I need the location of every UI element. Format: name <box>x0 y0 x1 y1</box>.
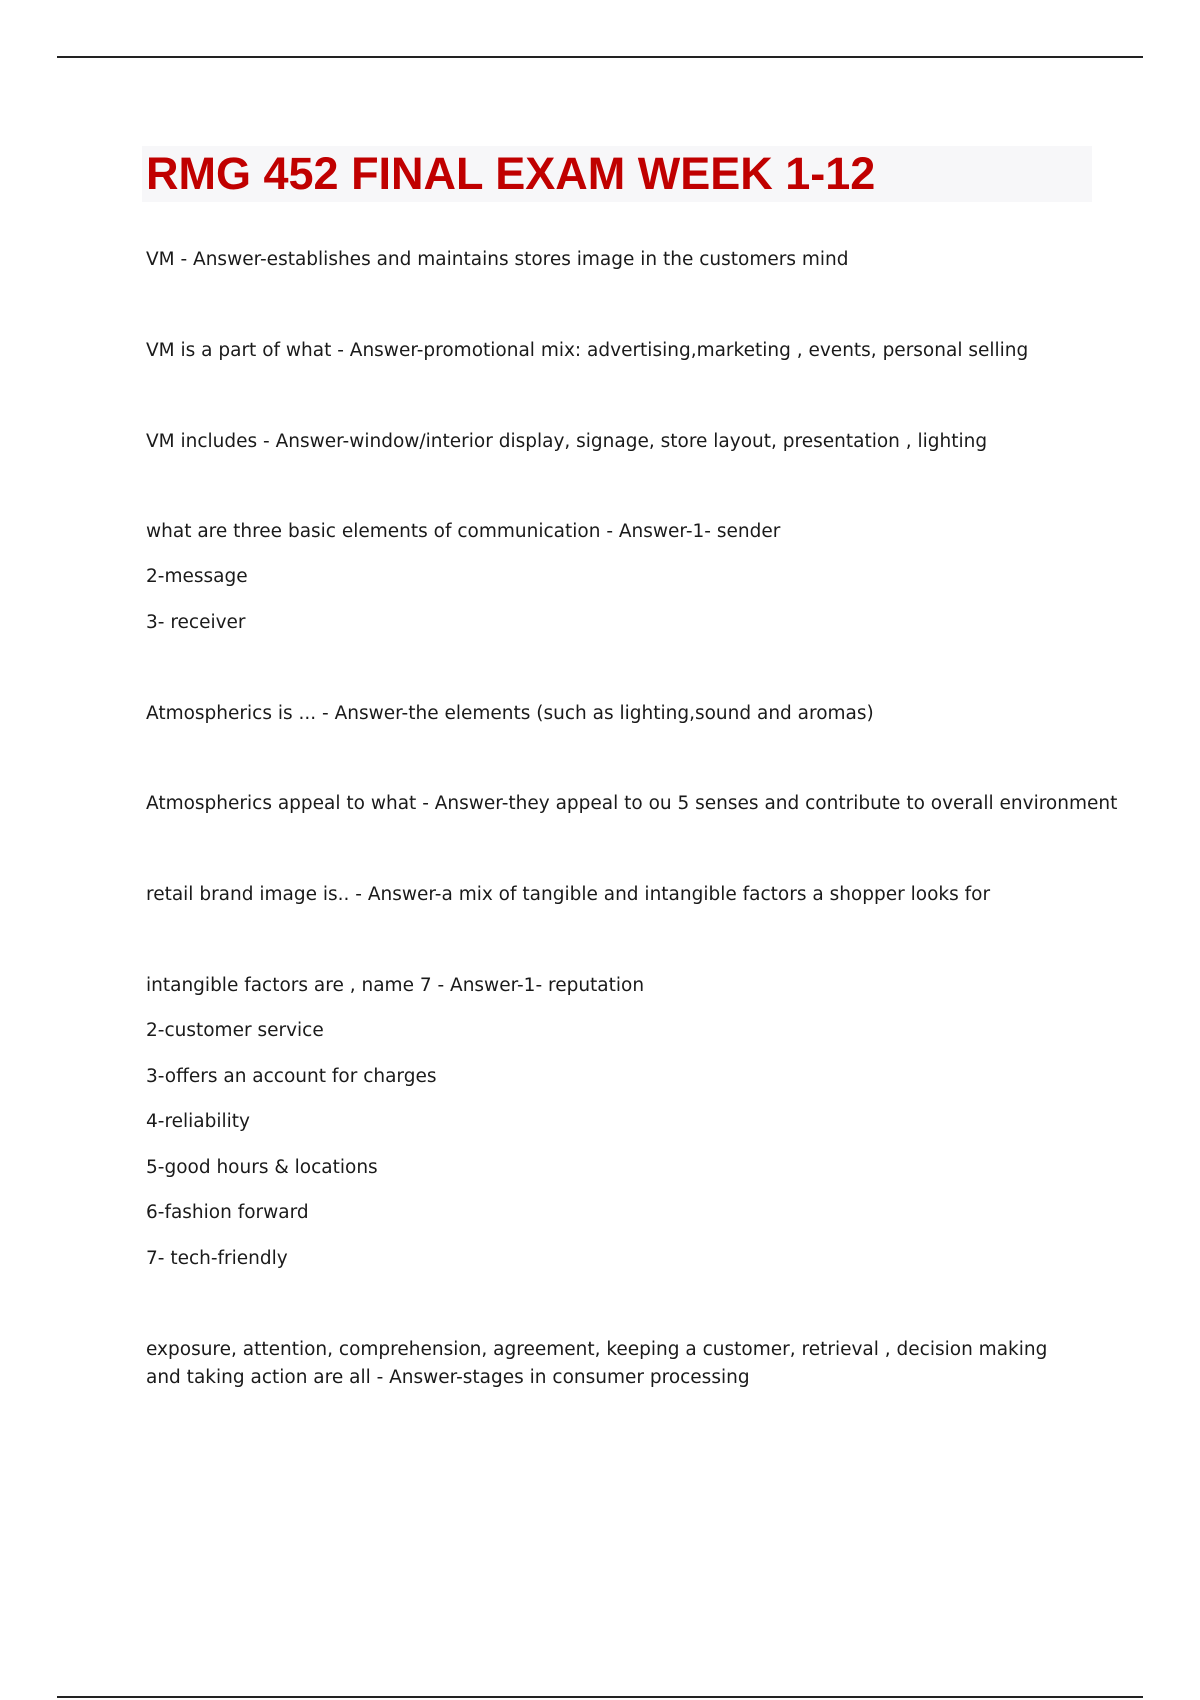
qa-communication-item-2: 2-message <box>146 566 248 587</box>
qa-intangible-item-3: 3-offers an account for charges <box>146 1066 437 1087</box>
qa-intangible-item-6: 6-fashion forward <box>146 1202 309 1223</box>
qa-atmospherics-appeal: Atmospherics appeal to what - Answer-they appeal to ou 5 senses and contribute to overall environment <box>146 793 1118 814</box>
document-title: RMG 452 FINAL EXAM WEEK 1-12 <box>146 148 876 199</box>
qa-communication-item-3: 3- receiver <box>146 612 246 633</box>
qa-consumer-processing: exposure, attention, comprehension, agreement, keeping a customer, retrieval , decision making and taking action are all - Answer-stages in consumer processing <box>146 1339 1048 1388</box>
qa-intangible-item-5: 5-good hours & locations <box>146 1157 378 1178</box>
qa-communication-elements: what are three basic elements of communication - Answer-1- sender <box>146 521 781 542</box>
qa-vm-part-of: VM is a part of what - Answer-promotional mix: advertising,marketing , events, personal selling <box>146 340 1029 361</box>
bottom-rule <box>57 1696 1143 1698</box>
qa-retail-brand-image: retail brand image is.. - Answer-a mix of tangible and intangible factors a shopper looks for <box>146 884 991 905</box>
qa-atmospherics: Atmospherics is ... - Answer-the elements (such as lighting,sound and aromas) <box>146 703 874 724</box>
qa-intangible-factors: intangible factors are , name 7 - Answer-1- reputation <box>146 975 645 996</box>
qa-vm-includes: VM includes - Answer-window/interior display, signage, store layout, presentation , lighting <box>146 431 988 452</box>
top-rule <box>57 56 1143 58</box>
qa-intangible-item-4: 4-reliability <box>146 1111 251 1132</box>
qa-intangible-item-7: 7- tech-friendly <box>146 1248 288 1269</box>
qa-intangible-item-2: 2-customer service <box>146 1020 324 1041</box>
qa-vm: VM - Answer-establishes and maintains stores image in the customers mind <box>146 249 849 270</box>
